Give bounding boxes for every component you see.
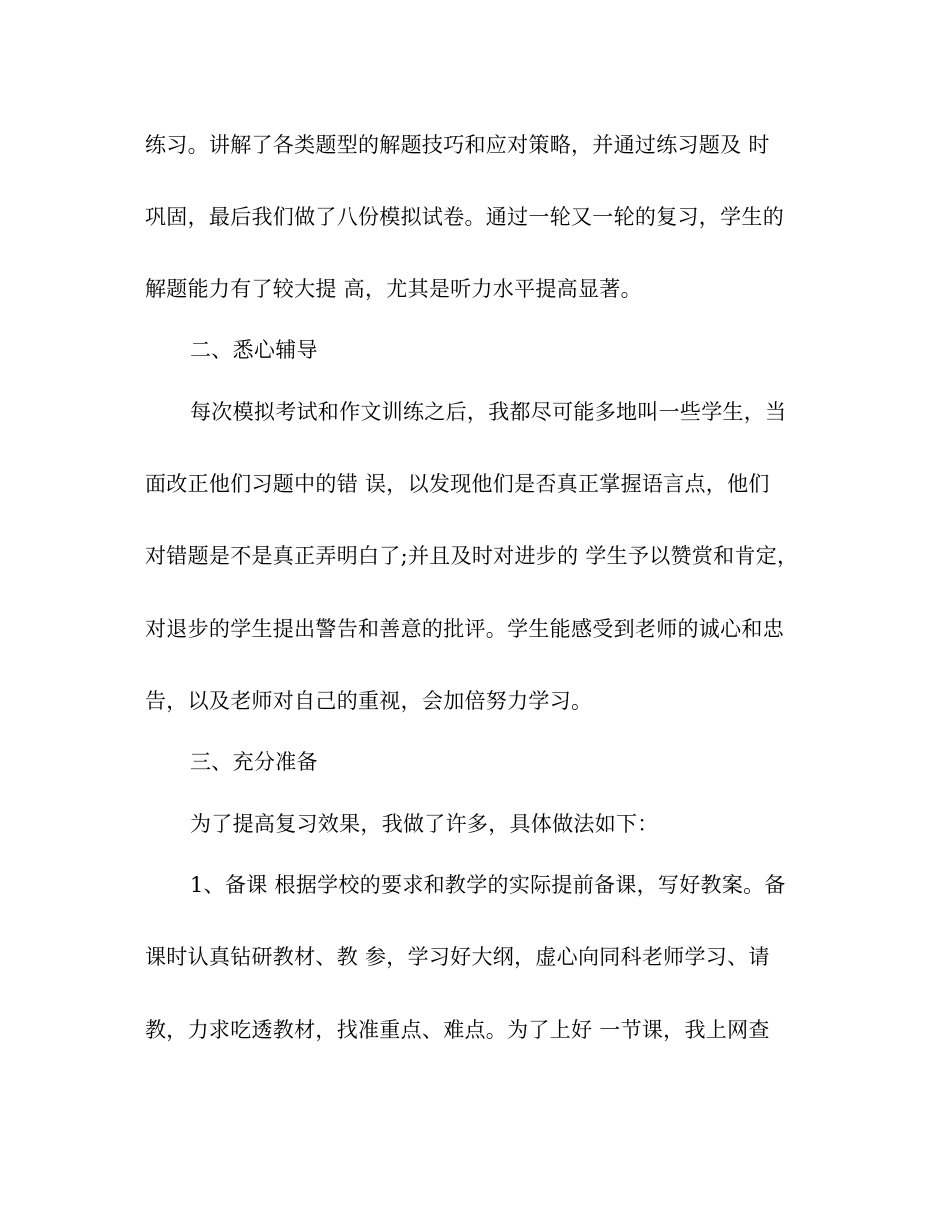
section-heading-2: 二、悉心辅导 <box>190 338 318 362</box>
body-text-line-6: 面改正他们习题中的错 误，以发现他们是否真正掌握语言点，他们 <box>145 472 770 496</box>
list-item-1-line-1: 1、备课 根据学校的要求和教学的实际提前备课，写好教案。备 <box>190 873 786 897</box>
list-item-1-line-2: 课时认真钻研教材、教 参，学习好大纲，虚心向同科老师学习、请 <box>145 945 770 969</box>
body-text-line-7: 对错题是不是真正弄明白了;并且及时对进步的 学生予以赞赏和肯定， <box>145 544 799 568</box>
section-heading-3: 三、充分准备 <box>190 750 318 774</box>
body-text-line-5: 每次模拟考试和作文训练之后，我都尽可能多地叫一些学生，当 <box>190 400 787 424</box>
body-text-line-9: 告，以及老师对自己的重视，会加倍努力学习。 <box>145 689 593 713</box>
body-text-line-1: 练习。讲解了各类题型的解题技巧和应对策略，并通过练习题及 时 <box>145 133 770 157</box>
body-text-line-8: 对退步的学生提出警告和善意的批评。学生能感受到老师的诚心和忠 <box>145 617 784 641</box>
body-text-line-3: 解题能力有了较大提 高，尤其是听力水平提高显著。 <box>145 277 642 301</box>
body-text-line-11: 为了提高复习效果，我做了许多，具体做法如下： <box>190 812 659 836</box>
body-text-line-2: 巩固，最后我们做了八份模拟试卷。通过一轮又一轮的复习，学生的 <box>145 205 784 229</box>
list-item-1-line-3: 教，力求吃透教材，找准重点、难点。为了上好 一节课，我上网查 <box>145 1018 770 1042</box>
